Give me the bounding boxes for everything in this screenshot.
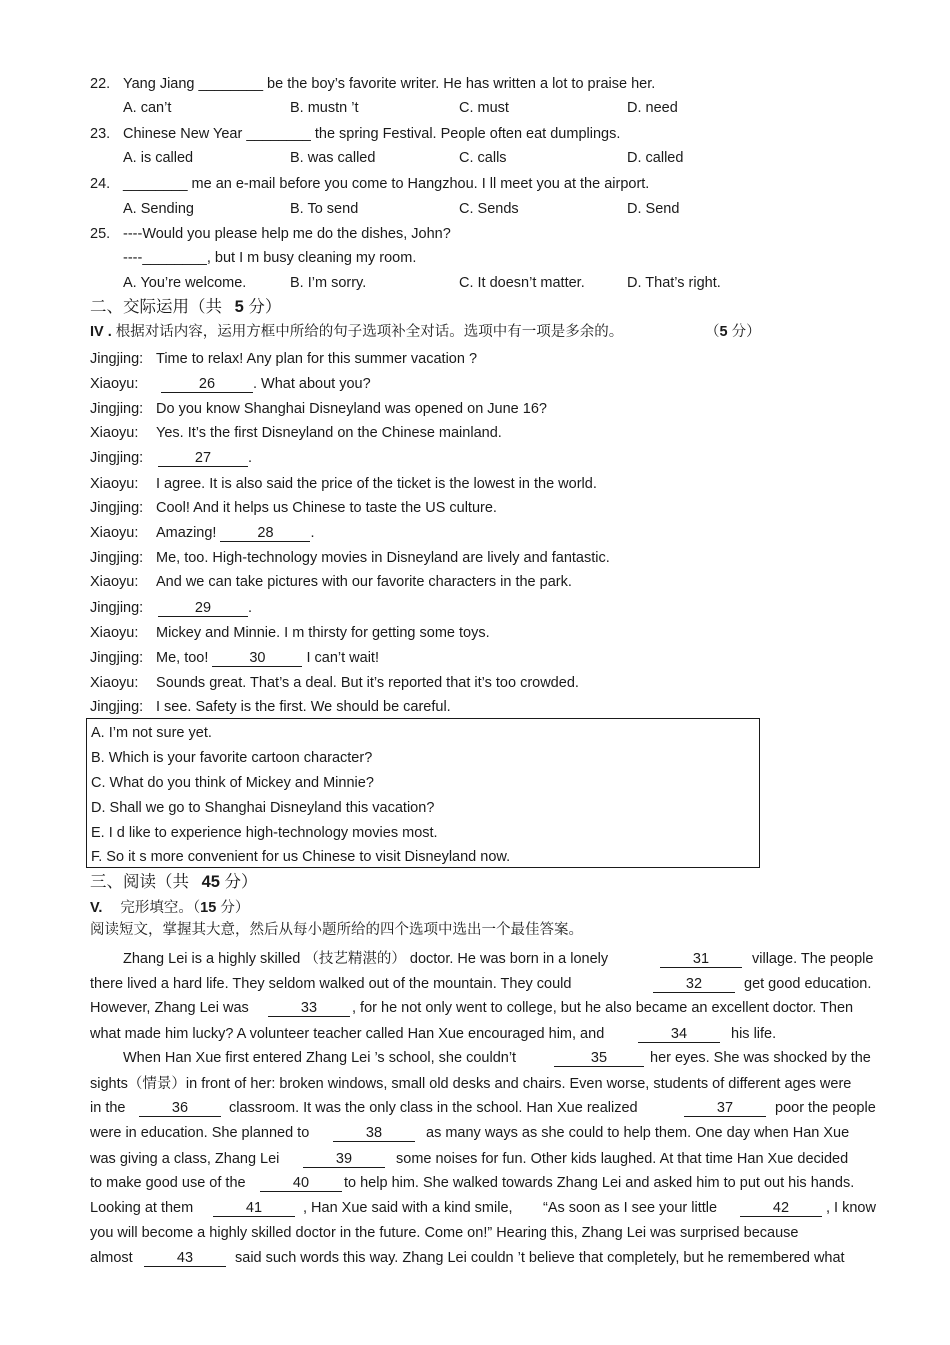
speaker: Xiaoyu: — [90, 574, 139, 590]
utterance: And we can take pictures with our favorite characters in the park. — [156, 574, 572, 590]
question-text: Chinese New Year ________ the spring Festival. People often eat dumplings. — [123, 126, 621, 142]
utterance: Cool! And it helps us Chinese to taste the US culture. — [156, 500, 497, 516]
option-d: D. called — [627, 150, 684, 166]
box-option-a: A. I’m not sure yet. — [91, 725, 212, 741]
speaker: Xiaoyu: — [90, 376, 139, 392]
speaker: Jingjing: — [90, 600, 144, 616]
speaker: Xiaoyu: — [90, 525, 139, 541]
option-c: C. It doesn’t matter. — [459, 275, 585, 291]
speaker: Xiaoyu: — [90, 476, 139, 492]
passage-line: get good education. — [744, 976, 872, 992]
passage-line: village. The people — [752, 951, 874, 967]
blank-27[interactable]: 27 — [158, 450, 248, 467]
cloze-heading — [90, 898, 249, 918]
option-b: B. To send — [290, 201, 359, 217]
box-option-c: C. What do you think of Mickey and Minnie? — [91, 775, 374, 791]
speaker: Xiaoyu: — [90, 625, 139, 641]
question-text-line2: ----________, but I m busy cleaning my room. — [123, 250, 417, 266]
question-number: 25. — [90, 226, 111, 242]
passage-line: you will become a highly skilled doctor in the future. Come on!” Hearing this, Zhang Lei was surprised because — [90, 1225, 799, 1241]
blank-36[interactable]: 36 — [139, 1100, 221, 1117]
question-text: ----Would you please help me do the dishes, John? — [123, 226, 451, 242]
option-a: A. is called — [123, 150, 194, 166]
utterance: . — [248, 450, 253, 466]
option-c: C. Sends — [459, 201, 519, 217]
section-title: 三、阅读（共 — [90, 873, 189, 891]
section-points: 45 — [201, 873, 220, 891]
question-number: 24. — [90, 176, 111, 192]
utterance: Sounds great. That’s a deal. But it’s reported that it’s too crowded. — [156, 675, 579, 691]
utterance: . — [248, 600, 253, 616]
utterance: Mickey and Minnie. I m thirsty for getting some toys. — [156, 625, 490, 641]
utterance: Time to relax! Any plan for this summer vacation ? — [156, 351, 478, 367]
speaker: Jingjing: — [90, 401, 144, 417]
speaker: Xiaoyu: — [90, 425, 139, 441]
passage-line: “As soon as I see your little — [543, 1200, 718, 1216]
passage-line: as many ways as she could to help them. One day when Han Xue — [426, 1125, 850, 1141]
blank-38[interactable]: 38 — [333, 1125, 415, 1142]
section-title: 二、交际运用（共 — [90, 298, 222, 316]
passage-line: what made him lucky? A volunteer teacher called Han Xue encouraged him, and — [90, 1026, 605, 1042]
passage-line: , I know — [826, 1200, 876, 1216]
blank-39[interactable]: 39 — [303, 1151, 385, 1168]
blank-43[interactable]: 43 — [144, 1250, 226, 1267]
passage-line: Looking at them — [90, 1200, 194, 1216]
passage-line: there lived a hard life. They seldom walked out of the mountain. They could — [90, 976, 572, 992]
section-points: 5 — [234, 298, 244, 316]
option-a: A. can’t — [123, 100, 172, 116]
passage-line: was giving a class, Zhang Lei — [90, 1151, 280, 1167]
passage-line: , Han Xue said with a kind smile, — [303, 1200, 513, 1216]
utterance: Amazing! — [156, 525, 221, 541]
option-b: B. I’m sorry. — [290, 275, 367, 291]
blank-26[interactable]: 26 — [161, 376, 253, 393]
blank-31[interactable]: 31 — [660, 951, 742, 968]
blank-30[interactable]: 30 — [212, 650, 302, 667]
blank-32[interactable]: 32 — [653, 976, 735, 993]
question-text: Yang Jiang ________ be the boy’s favorite writer. He has written a lot to praise her. — [123, 76, 656, 92]
passage-line: classroom. It was the only class in the school. Han Xue realized — [229, 1100, 638, 1116]
utterance: Yes. It’s the first Disneyland on the Chinese mainland. — [156, 425, 502, 441]
passage-line: to help him. She walked towards Zhang Lei and asked him to put out his hands. — [344, 1175, 855, 1191]
passage-line: to make good use of the — [90, 1175, 246, 1191]
question-text: ________ me an e-mail before you come to Hangzhou. I ll meet you at the airport. — [123, 176, 650, 192]
cloze-points: 15 — [200, 900, 217, 916]
option-c: C. calls — [459, 150, 507, 166]
option-a: A. Sending — [123, 201, 194, 217]
section-2-heading — [90, 297, 281, 317]
speaker: Jingjing: — [90, 500, 144, 516]
passage-line: poor the people — [775, 1100, 876, 1116]
blank-35[interactable]: 35 — [554, 1050, 644, 1067]
speaker: Jingjing: — [90, 550, 144, 566]
blank-41[interactable]: 41 — [213, 1200, 295, 1217]
speaker: Jingjing: — [90, 699, 144, 715]
utterance: Me, too. High-technology movies in Disneyland are lively and fantastic. — [156, 550, 610, 566]
section-unit: 分） — [248, 298, 282, 316]
passage-line: in the — [90, 1100, 126, 1116]
passage-line: said such words this way. Zhang Lei couldn ’t believe that completely, but he remembered what — [235, 1250, 845, 1266]
utterance: I agree. It is also said the price of the ticket is the lowest in the world. — [156, 476, 597, 492]
speaker: Jingjing: — [90, 351, 144, 367]
options-box — [86, 718, 760, 868]
blank-28[interactable]: 28 — [220, 525, 310, 542]
passage-line: almost — [90, 1250, 133, 1266]
section-unit: 分） — [224, 873, 258, 891]
passage-line: his life. — [731, 1026, 777, 1042]
blank-33[interactable]: 33 — [268, 1000, 350, 1017]
cloze-unit: 分） — [220, 900, 250, 916]
passage-line: , for he not only went to college, but he also became an excellent doctor. Then — [352, 1000, 854, 1016]
speaker: Jingjing: — [90, 450, 144, 466]
passage-line: some noises for fun. Other kids laughed. At that time Han Xue decided — [396, 1151, 849, 1167]
blank-34[interactable]: 34 — [638, 1026, 720, 1043]
option-b: B. mustn ’t — [290, 100, 359, 116]
box-option-f: F. So it s more convenient for us Chinese to visit Disneyland now. — [91, 849, 511, 865]
box-option-d: D. Shall we go to Shanghai Disneyland this vacation? — [91, 800, 435, 816]
passage-line: were in education. She planned to — [90, 1125, 310, 1141]
option-b: B. was called — [290, 150, 376, 166]
cloze-title: 完形填空。（ — [120, 900, 201, 916]
option-d: D. Send — [627, 201, 680, 217]
passage-line: sights（情景）in front of her: broken windows, small old desks and chairs. Even worse, students of different ages were — [90, 1076, 852, 1092]
box-option-b: B. Which is your favorite cartoon character? — [91, 750, 373, 766]
speaker: Xiaoyu: — [90, 675, 139, 691]
box-option-e: E. I d like to experience high-technology movies most. — [91, 825, 438, 841]
utterance: . What about you? — [253, 376, 371, 392]
passage-line: her eyes. She was shocked by the — [650, 1050, 871, 1066]
utterance: I see. Safety is the first. We should be careful. — [156, 699, 451, 715]
option-d: D. That’s right. — [627, 275, 721, 291]
option-c: C. must — [459, 100, 509, 116]
section-2-score: （5 分） — [705, 324, 761, 340]
part-label: V. — [90, 900, 103, 916]
section-2-instruction — [90, 322, 623, 342]
option-a: A. You’re welcome. — [123, 275, 247, 291]
instruction-text: 根据对话内容，运用方框中所给的句子选项补全对话。选项中有一项是多余的。 — [115, 324, 624, 340]
question-number: 23. — [90, 126, 111, 142]
question-number: 22. — [90, 76, 111, 92]
passage-line: When Han Xue first entered Zhang Lei ’s school, she couldn’t — [123, 1050, 517, 1066]
blank-37[interactable]: 37 — [684, 1100, 766, 1117]
cloze-instruction: 阅读短文，掌握其大意，然后从每小题所给的四个选项中选出一个最佳答案。 — [90, 922, 583, 938]
part-label: IV . — [90, 324, 112, 340]
score-number: 5 — [719, 324, 728, 340]
utterance: Me, too! — [156, 650, 213, 666]
speaker: Jingjing: — [90, 650, 144, 666]
passage-line: Zhang Lei is a highly skilled （技艺精湛的） doctor. He was born in a lonely — [123, 951, 609, 967]
utterance: Do you know Shanghai Disneyland was opened on June 16? — [156, 401, 547, 417]
blank-29[interactable]: 29 — [158, 600, 248, 617]
passage-line: However, Zhang Lei was — [90, 1000, 249, 1016]
section-3-heading — [90, 872, 258, 892]
blank-40[interactable]: 40 — [260, 1175, 342, 1192]
option-d: D. need — [627, 100, 678, 116]
blank-42[interactable]: 42 — [740, 1200, 822, 1217]
